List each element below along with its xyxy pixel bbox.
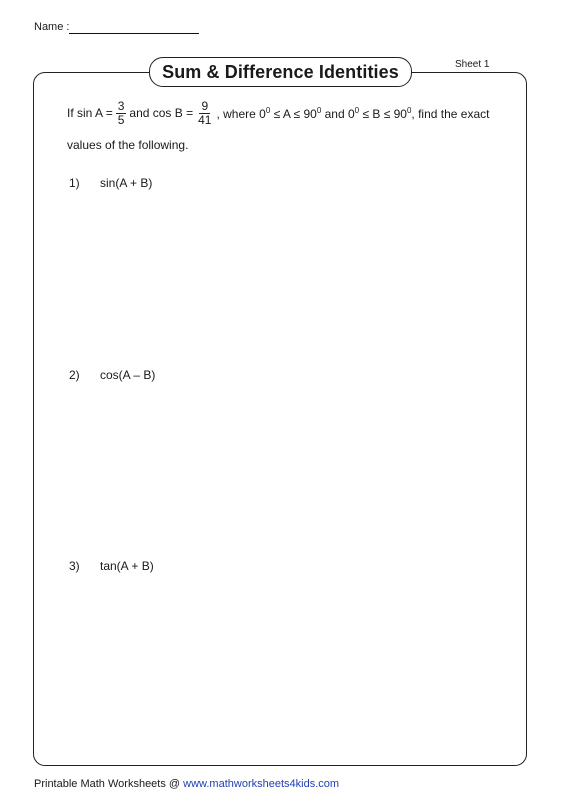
question-expression: cos(A – B) <box>100 368 156 382</box>
question-3 <box>69 559 154 573</box>
fraction-sinA <box>116 100 127 127</box>
name-input-line[interactable] <box>69 33 199 34</box>
fraction-denominator: 5 <box>117 112 125 127</box>
instruction-line-1 <box>67 98 489 128</box>
question-number: 2) <box>69 368 80 382</box>
fraction-cosB <box>196 100 213 127</box>
question-expression: sin(A + B) <box>100 176 153 190</box>
instr-prefix: If sin A = <box>67 106 113 120</box>
question-number: 3) <box>69 559 80 573</box>
instruction-line-2: values of the following. <box>67 138 189 152</box>
question-number: 1) <box>69 176 80 190</box>
fraction-numerator: 3 <box>117 98 125 113</box>
name-label: Name : <box>34 21 70 33</box>
sheet-label: Sheet 1 <box>455 59 490 70</box>
instr-range: , where $0^0 \le A \le 90^0$ and $0^0 \le B \le 90^0$, find the exact <box>216 105 490 121</box>
question-expression: tan(A + B) <box>100 559 154 573</box>
question-1 <box>69 176 152 190</box>
footer <box>34 778 339 790</box>
footer-link[interactable]: www.mathworksheets4kids.com <box>183 778 340 790</box>
fraction-numerator: 9 <box>201 98 209 113</box>
title-text: Sum & Difference Identities <box>162 61 399 82</box>
footer-text: Printable Math Worksheets @ <box>34 778 184 790</box>
instr-and-cos: and cos B = <box>129 106 194 120</box>
question-2 <box>69 368 155 382</box>
worksheet-title <box>149 57 412 87</box>
fraction-denominator: 41 <box>198 112 212 127</box>
